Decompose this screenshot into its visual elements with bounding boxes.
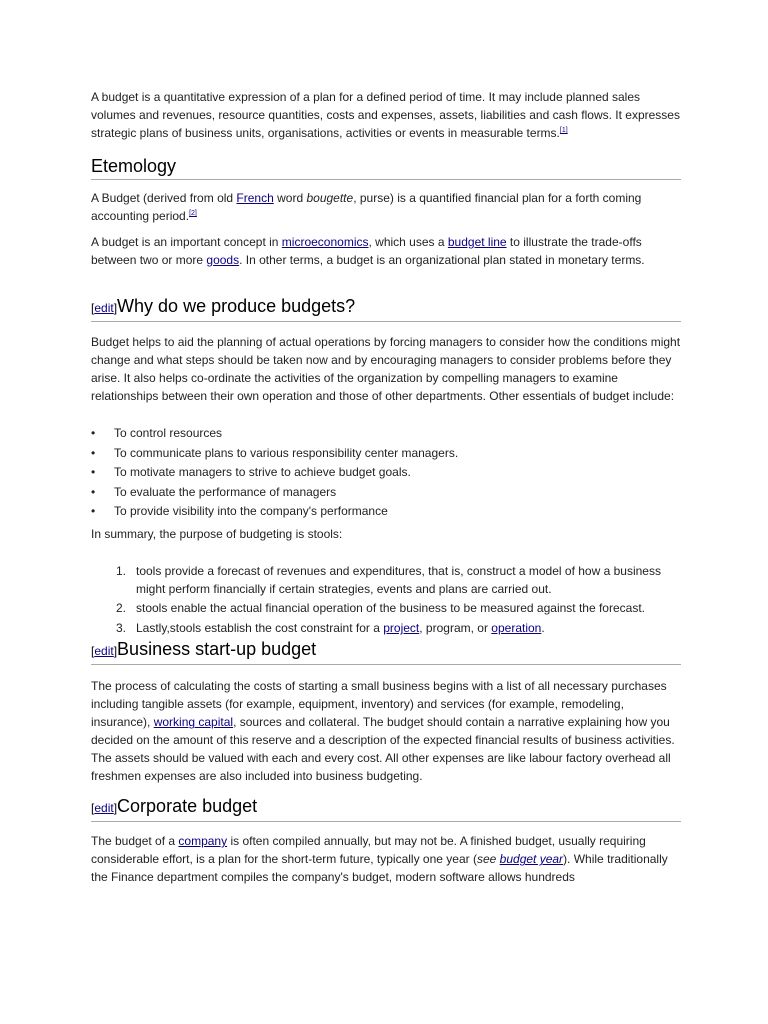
intro-paragraph <box>91 88 681 142</box>
etymology-paragraph-1 <box>91 189 681 225</box>
italic-bougette: bougette <box>306 191 354 205</box>
edit-section-corporate <box>91 801 117 815</box>
list-item <box>91 444 681 462</box>
text: , which uses a <box>368 235 448 249</box>
summary-paragraph: In summary, the purpose of budgeting is stools: <box>91 527 343 542</box>
bullet-icon: • <box>91 445 96 460</box>
why-paragraph: Budget helps to aid the planning of actual operations by forcing managers to consider how the conditions might change and what steps should be taken now and by encouraging managers to consider problems before they arise. It also helps co-ordinate the activities of the organization by compelling managers to examine relationships between their own operation and those of other departments. Other essentials of budget include: <box>91 335 681 403</box>
ref-1[interactable] <box>560 127 568 134</box>
text: To communicate plans to various responsibility center managers. <box>114 445 459 460</box>
link-goods[interactable]: goods <box>206 253 240 267</box>
bracket: ] <box>113 801 118 816</box>
link-french[interactable]: French <box>236 191 274 205</box>
purpose-list <box>91 562 681 637</box>
text: word <box>273 191 307 205</box>
text: stools enable the actual financial operation of the business to be measured against the forecast. <box>136 601 645 616</box>
list-item <box>116 562 681 598</box>
text: . <box>541 621 545 636</box>
bracket: [ <box>91 301 95 315</box>
heading-corporate-budget <box>91 794 681 822</box>
link-budget-year[interactable]: budget year <box>499 852 564 867</box>
ref-2-link[interactable]: [2] <box>189 210 197 217</box>
essentials-list <box>91 424 681 520</box>
text: The process of calculating the costs of starting a small business begins with a list of all necessary purchases including tangible assets (for example, equipment, inventory) and services (for example, remodeling, insurance), <box>91 679 667 730</box>
list-item <box>91 502 681 520</box>
text: To evaluate the performance of managers <box>114 484 337 499</box>
bracket: [ <box>91 644 95 659</box>
bracket: ] <box>113 644 118 659</box>
text: tools provide a forecast of revenues and expenditures, that is, construct a model of how a business might perform financially if certain strategies, events and plans are carried out. <box>136 564 661 597</box>
bracket: ] <box>113 301 118 315</box>
link-project[interactable]: project <box>383 621 420 636</box>
num: 3. <box>116 621 127 636</box>
list-item <box>91 424 681 442</box>
num: 2. <box>116 601 127 616</box>
bullet-icon: • <box>91 504 96 519</box>
text: is often compiled annually, but may not be. A finished budget, usually requiring considerable effort, is a plan for the short-term future, typically one year ( <box>91 834 646 867</box>
text: The budget of a <box>91 834 179 849</box>
heading-startup-budget <box>91 637 681 665</box>
link-working-capital[interactable]: working capital <box>153 715 234 730</box>
edit-link-corporate[interactable]: edit <box>94 801 114 816</box>
corporate-paragraph <box>91 832 681 886</box>
startup-paragraph <box>91 677 681 785</box>
text: to illustrate the trade-offs between two or more <box>91 235 642 267</box>
text: , purse) is a quantified financial plan for a forth coming accounting period. <box>91 191 642 223</box>
italic-see: see <box>476 852 497 867</box>
list-item <box>91 463 681 481</box>
list-item <box>91 483 681 501</box>
link-microeconomics[interactable]: microeconomics <box>281 235 369 249</box>
edit-section-why <box>91 301 117 315</box>
text: , sources and collateral. The budget should contain a narrative explaining how you decided on the amount of this reserve and a description of the expected financial results of business activities. The assets should be valued with each and every cost. All other expenses are like labour factory overhead all freshmen expenses are also included into business budgeting. <box>91 715 675 784</box>
heading-etymology: Etemology <box>91 154 681 180</box>
text: To provide visibility into the company's performance <box>114 504 388 519</box>
bullet-icon: • <box>91 484 96 499</box>
heading-corporate-text: Corporate budget <box>117 796 258 817</box>
heading-startup-text: Business start-up budget <box>117 639 317 660</box>
text: A Budget (derived from old <box>91 191 237 205</box>
list-item <box>116 599 681 617</box>
etymology-paragraph-2 <box>91 233 681 269</box>
article-page <box>91 88 681 886</box>
link-operation[interactable]: operation <box>491 621 542 636</box>
heading-why-text: Why do we produce budgets? <box>117 296 356 316</box>
ref-1-link[interactable]: [1] <box>559 127 568 134</box>
edit-link-startup[interactable]: edit <box>94 644 114 659</box>
edit-section-startup <box>91 644 117 658</box>
text: Lastly,stools establish the cost constraint for a <box>136 621 384 636</box>
bracket: [ <box>91 801 95 816</box>
num: 1. <box>116 564 127 579</box>
text: To control resources <box>114 426 223 440</box>
heading-why-budgets <box>91 294 681 322</box>
text: A budget is an important concept in <box>91 235 282 249</box>
link-budget-line[interactable]: budget line <box>447 235 507 249</box>
text: ). While traditionally the Finance department compiles the company's budget, modern software allows hundreds <box>91 852 668 885</box>
text: . In other terms, a budget is an organizational plan stated in monetary terms. <box>239 253 645 267</box>
edit-link-why[interactable]: edit <box>94 301 114 315</box>
intro-text: A budget is a quantitative expression of a plan for a defined period of time. It may include planned sales volumes and revenues, resource quantities, costs and expenses, assets, liabilities and cash flows. It expresses strategic plans of business units, organisations, activities or events in measurable terms. <box>91 90 680 140</box>
ref-2[interactable] <box>189 210 197 217</box>
bullet-icon: • <box>91 465 96 480</box>
list-item <box>116 619 681 637</box>
bullet-icon: • <box>91 426 96 440</box>
text: To motivate managers to strive to achieve budget goals. <box>114 465 411 480</box>
text: , program, or <box>419 621 492 636</box>
link-company[interactable]: company <box>178 834 228 849</box>
